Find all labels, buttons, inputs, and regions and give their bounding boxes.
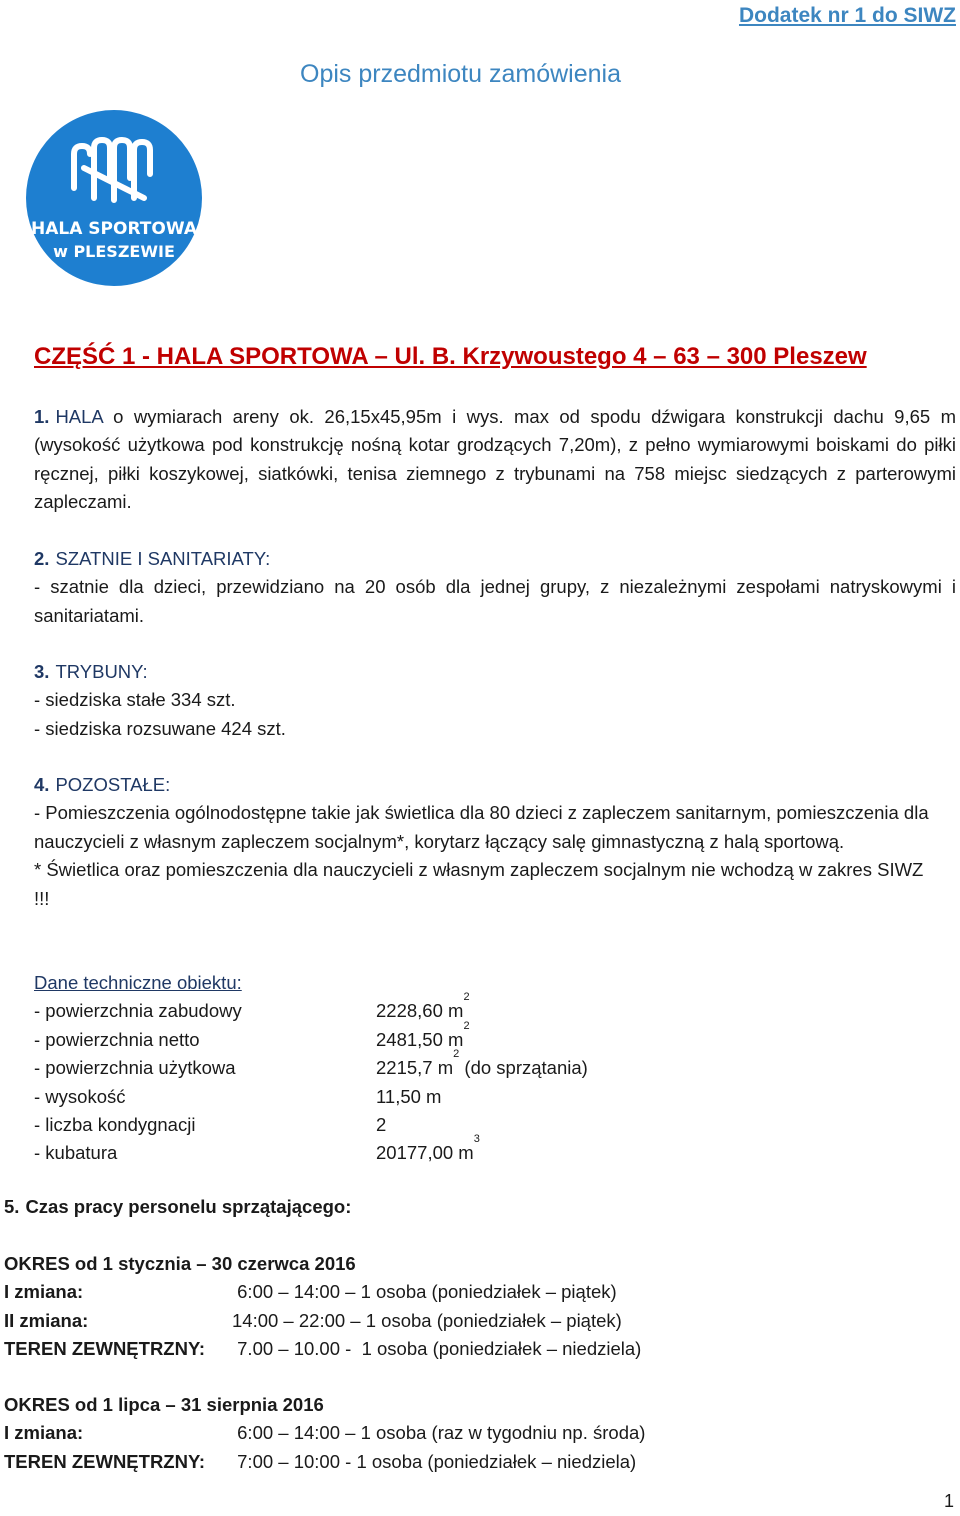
section-5-head: Czas pracy personelu sprzątającego: <box>25 1196 352 1217</box>
section-2-number: 2. <box>34 548 50 569</box>
section-2-line: - szatnie dla dzieci, przewidziano na 20 osób dla jednej grupy, z niezależnymi zespołami natryskowymi i sanitariatami. <box>34 576 956 626</box>
tech-row: - powierzchnia użytkowa 2215,7 m 2 (do sprzątania) <box>34 1048 588 1079</box>
section-4-head: POZOSTAŁE: <box>55 774 171 795</box>
tech-heading: Dane techniczne obiektu: <box>34 972 242 993</box>
schedule-row: II zmiana: 14:00 – 22:00 – 1 osoba (poniedziałek – piątek) <box>4 1309 622 1331</box>
page-title: Opis przedmiotu zamówienia <box>300 60 621 88</box>
schedule-row: TEREN ZEWNĘTRZNY: 7.00 – 10.00 - 1 osoba (poniedziałek – niedziela) <box>4 1338 642 1360</box>
section-5-number: 5. <box>4 1196 20 1217</box>
section-3-line1: - siedziska stałe 334 szt. <box>34 689 236 711</box>
section-2-head: SZATNIE I SANITARIATY: <box>55 548 271 569</box>
section-3-line2: - siedziska rozsuwane 424 szt. <box>34 717 286 739</box>
logo-text-line2: w PLESZEWIE <box>53 242 175 261</box>
section-3 <box>34 658 956 743</box>
section-1-number: 1. <box>34 406 50 427</box>
tech-row: - kubatura 20177,00 m 3 <box>34 1133 480 1164</box>
period-1-title: OKRES od 1 stycznia – 30 czerwca 2016 <box>4 1253 356 1274</box>
section-4-number: 4. <box>34 774 50 795</box>
tech-row: - powierzchnia zabudowy 2228,60 m 2 <box>34 991 470 1022</box>
period-2-title: OKRES od 1 lipca – 31 sierpnia 2016 <box>4 1394 324 1415</box>
tech-row: - powierzchnia netto 2481,50 m 2 <box>34 1019 470 1050</box>
hala-sportowa-logo <box>24 108 204 288</box>
part-heading: CZĘŚĆ 1 - HALA SPORTOWA – Ul. B. Krzywoustego 4 – 63 – 300 Pleszew <box>34 343 867 370</box>
section-1-head: HALA <box>55 406 103 427</box>
period-2 <box>4 1391 954 1476</box>
section-5 <box>4 1193 351 1221</box>
section-1-text: o wymiarach areny ok. 26,15x45,95m i wys. max od spodu dźwigara konstrukcji dachu 9,65 m (wysokość użytkowa pod konstrukcję nośną kotar grodzących 7,20m), z pełno wymiarowymi boiskami do piłki ręcznej, piłki koszykowej, siatkówki, tenisa ziemnego z trybunami na 758 miejsc siedzących z parterowymi zapleczami. <box>34 406 956 513</box>
section-1 <box>34 403 956 517</box>
section-4-line1: - Pomieszczenia ogólnodostępne takie jak świetlica dla 80 dzieci z zapleczem sanitarnym, pomieszczenia dla nauczycieli z własnym zapleczem socjalnym*, korytarz łączący salę gimnastyczną z halą sportową. <box>34 802 929 852</box>
section-2 <box>34 545 956 630</box>
schedule-row: TEREN ZEWNĘTRZNY: 7:00 – 10:00 - 1 osoba (poniedziałek – niedziela) <box>4 1450 637 1472</box>
section-3-head: TRYBUNY: <box>55 661 148 682</box>
page-number: 1 <box>943 1491 954 1511</box>
logo-text-line1: HALA SPORTOWA <box>31 219 197 239</box>
section-4-line2: * Świetlica oraz pomieszczenia dla nauczycieli z własnym zapleczem socjalnym nie wchodzą w zakres SIWZ !!! <box>34 859 924 909</box>
tech-data <box>34 969 956 1168</box>
appendix-link[interactable]: Dodatek nr 1 do SIWZ <box>738 4 956 27</box>
period-1 <box>4 1250 954 1364</box>
schedule-row: I zmiana: 6:00 – 14:00 – 1 osoba (raz w tygodniu np. środa) <box>4 1422 646 1444</box>
section-4 <box>34 771 934 913</box>
tech-row: - wysokość 11,50 m <box>34 1085 442 1107</box>
tech-row: - liczba kondygnacji 2 <box>34 1114 387 1136</box>
schedule-row: I zmiana: 6:00 – 14:00 – 1 osoba (poniedziałek – piątek) <box>4 1281 617 1303</box>
section-3-number: 3. <box>34 661 50 682</box>
